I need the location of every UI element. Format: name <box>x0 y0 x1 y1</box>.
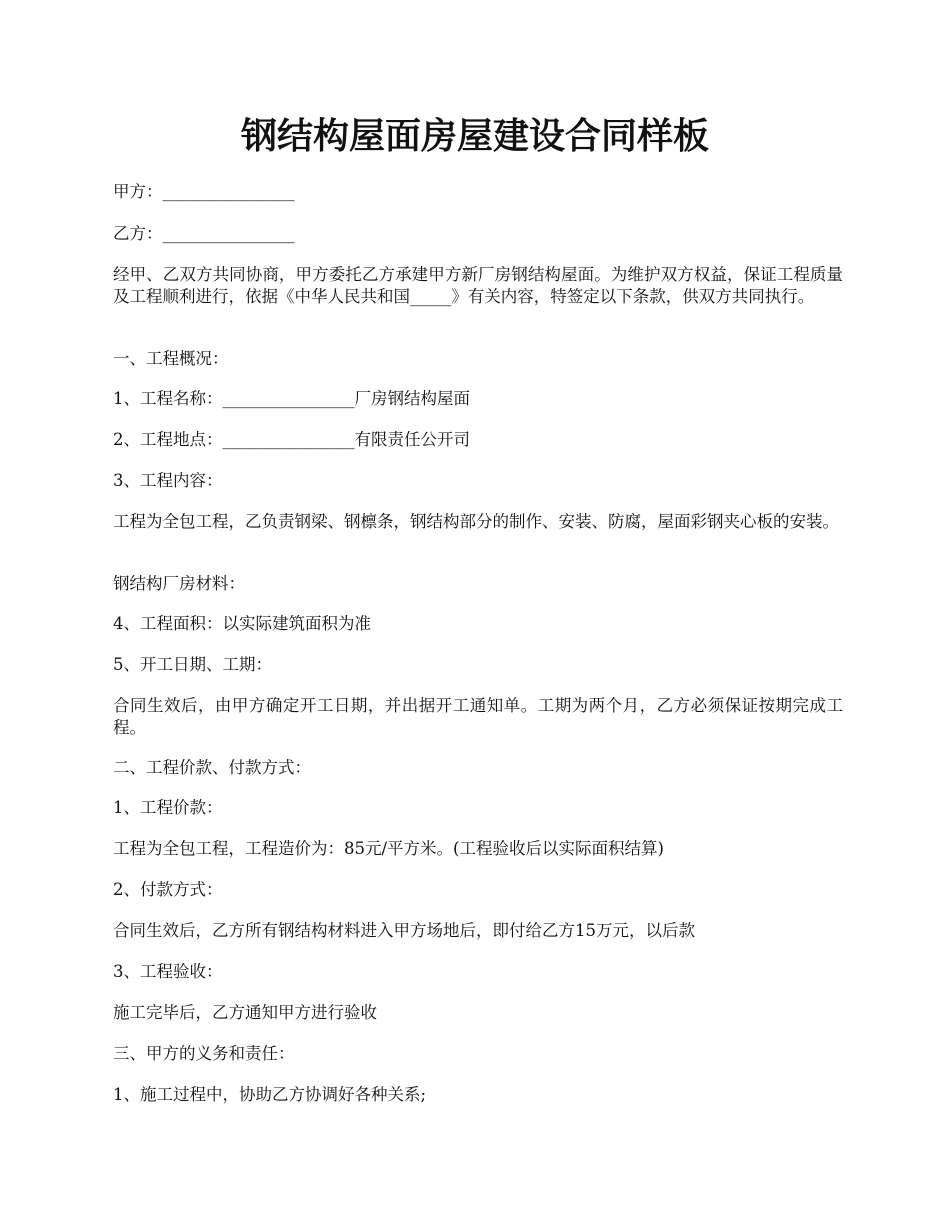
party-b-line: 乙方：________________ <box>113 224 295 243</box>
item-acceptance: 3、工程验收： <box>113 962 223 981</box>
payment-detail: 合同生效后，乙方所有钢结构材料进入甲方场地后，即付给乙方15万元，以后款 <box>113 921 695 940</box>
item-schedule: 5、开工日期、工期： <box>113 655 272 674</box>
item-price: 1、工程价款： <box>113 798 223 817</box>
item-party-a-duty-1: 1、施工过程中，协助乙方协调好各种关系; <box>113 1085 427 1104</box>
item-payment: 2、付款方式： <box>113 880 223 899</box>
price-detail: 工程为全包工程，工程造价为：85元/平方米。(工程验收后以实际面积结算) <box>113 839 664 858</box>
item-project-location: 2、工程地点：________________有限责任公开司 <box>113 430 470 449</box>
intro-paragraph: 经甲、乙双方共同协商，甲方委托乙方承建甲方新厂房钢结构屋面。为维护双方权益，保证工程质量及工程顺利进行，依据《中华人民共和国_____》有关内容，特签定以下条款，供双方共同执行。 <box>113 265 843 306</box>
section-2-heading: 二、工程价款、付款方式： <box>113 758 311 777</box>
document-title: 钢结构屋面房屋建设合同样板 <box>240 115 709 157</box>
item-project-name: 1、工程名称：________________厂房钢结构屋面 <box>113 389 470 408</box>
materials-line: 钢结构厂房材料： <box>113 574 245 593</box>
schedule-detail: 合同生效后，由甲方确定开工日期，并出据开工通知单。工期为两个月，乙方必须保证按期完成工程。 <box>113 696 843 737</box>
section-3-heading: 三、甲方的义务和责任： <box>113 1044 295 1063</box>
acceptance-detail: 施工完毕后，乙方通知甲方进行验收 <box>113 1003 377 1022</box>
item-project-area: 4、工程面积：以实际建筑面积为准 <box>113 614 371 633</box>
item-project-content: 3、工程内容： <box>113 471 223 490</box>
section-1-heading: 一、工程概况： <box>113 349 229 368</box>
party-a-line: 甲方：________________ <box>113 182 295 201</box>
project-content-detail: 工程为全包工程，乙负责钢梁、钢檩条，钢结构部分的制作、安装、防腐，屋面彩钢夹心板的安装。 <box>113 512 839 531</box>
